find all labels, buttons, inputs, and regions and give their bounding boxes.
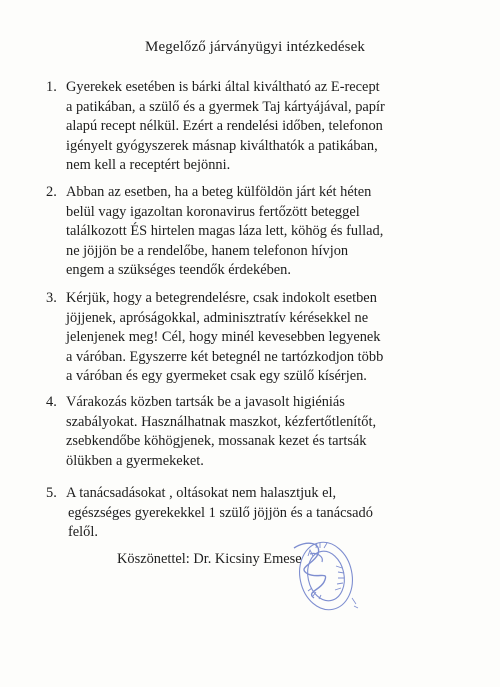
- list-item-line: a váróban. Egyszerre két betegnél ne tartózkodjon több: [66, 348, 384, 365]
- list-item-line: felől.: [68, 524, 98, 541]
- list-item-line: zsebkendőbe köhögjenek, mossanak kezet és tartsák: [66, 433, 367, 450]
- list-item-line: nem kell a receptért bejönni.: [66, 157, 231, 174]
- stamp-lettering: [352, 598, 358, 608]
- list-item-line: a váróban és egy gyermeket csak egy szülő kísérjen.: [66, 368, 367, 385]
- list-item-line: találkozott ÉS hirtelen magas láza lett, köhög és fullad,: [66, 223, 384, 240]
- list-item-number: 4.: [46, 394, 57, 410]
- list-item-line: jelenjenek meg! Cél, hogy minél kevesebben legyenek: [66, 329, 381, 346]
- list-item-line: szabályokat. Használhatnak maszkot, kézfertőtlenítőt,: [66, 413, 377, 430]
- list-item-line: egészséges gyerekekkel 1 szülő jöjjön és a tanácsadó: [68, 504, 373, 521]
- list-item-line: Abban az esetben, ha a beteg külföldön járt két héten: [66, 184, 372, 200]
- document-title: Megelőző járványügyi intézkedések: [145, 39, 365, 55]
- doctor-stamp-icon: [284, 526, 364, 626]
- list-item-line: ne jöjjön be a rendelőbe, hanem telefonon hívjon: [66, 242, 349, 259]
- list-item-line: Kérjük, hogy a betegrendelésre, csak indokolt esetben: [66, 290, 377, 306]
- list-item-line: Várakozás közben tartsák be a javasolt higiéniás: [66, 394, 345, 410]
- list-item-number: 3.: [46, 290, 57, 306]
- list-item-line: A tanácsadásokat , oltásokat nem halasztjuk el,: [66, 485, 337, 501]
- list-item-line: belül vagy igazoltan koronavirus fertőzött beteggel: [66, 203, 360, 220]
- signature-line: Köszönettel: Dr. Kicsiny Emese: [117, 551, 302, 567]
- list-item-line: ölükben a gyermekeket.: [66, 452, 204, 469]
- list-item-5: [46, 484, 446, 543]
- list-item-number: 1.: [46, 79, 57, 95]
- list-item-3: [46, 289, 446, 387]
- list-item-line: igényelt gyógyszerek másnap kiválthatók a patikában,: [66, 137, 378, 154]
- list-item-line: jöjjenek, apróságokkal, adminisztratív kérésekkel ne: [66, 309, 369, 326]
- list-item-1: [46, 78, 446, 176]
- list-item-number: 5.: [46, 485, 57, 501]
- list-item-2: [46, 183, 446, 281]
- list-item-line: engem a szükséges teendők érdekében.: [66, 262, 291, 279]
- list-item-4: [46, 393, 446, 471]
- list-item-line: alapú recept nélkül. Ezért a rendelési időben, telefonon: [66, 118, 383, 135]
- list-item-number: 2.: [46, 184, 57, 200]
- list-item-line: a patikában, a szülő és a gyermek Taj kártyájával, papír: [66, 98, 385, 115]
- list-item-line: Gyerekek esetében is bárki által kiváltható az E-recept: [66, 79, 380, 95]
